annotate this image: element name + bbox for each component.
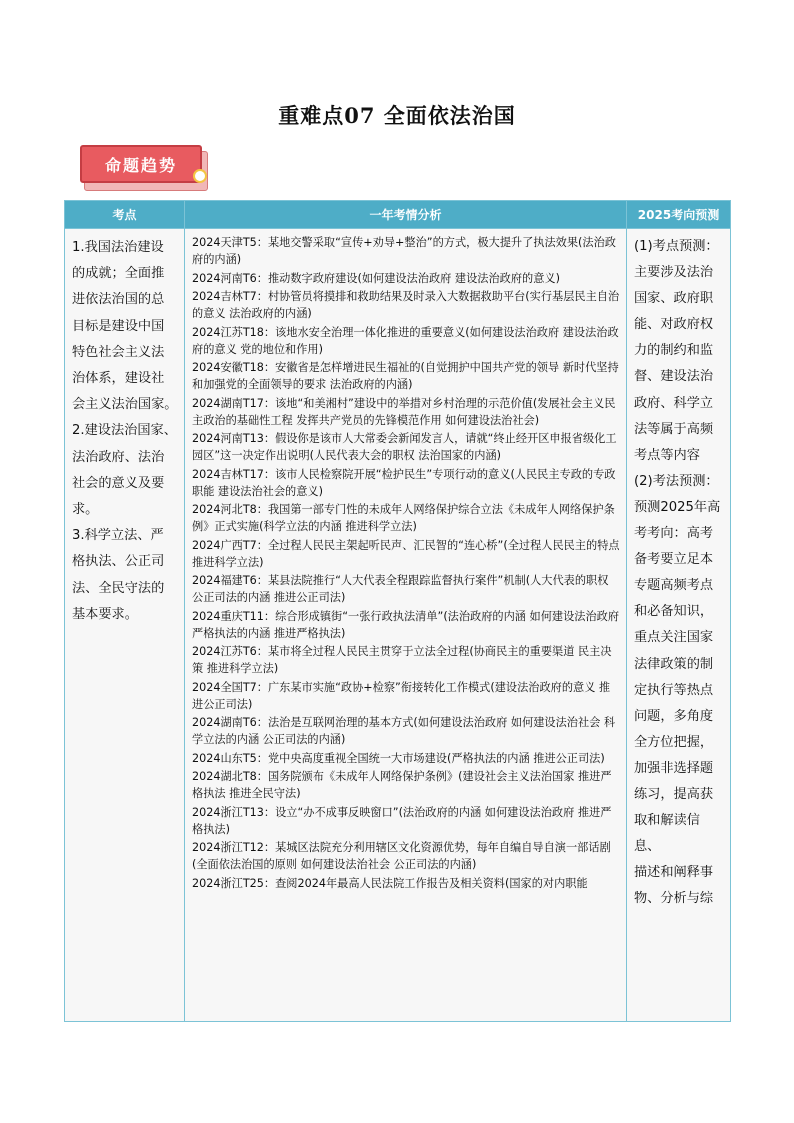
analysis-entry: 2024浙江T13：设立“办不成事反映窗口”(法治政府的内涵 如何建设法治政府 推进严格执法) bbox=[192, 805, 612, 836]
analysis-entry: 2024湖南T17：该地“和美湘村”建设中的举措对乡村治理的示范价值(发展社会主义民主政治的基础性工程 发挥共产党员的先锋模范作用 如何建设法治社会) bbox=[192, 396, 616, 427]
analysis-entry: 2024河北T8：我国第一部专门性的未成年人网络保护综合立法《未成年人网络保护条例》正式实施(科学立法的内涵 推进科学立法) bbox=[192, 503, 615, 533]
badge-box bbox=[80, 145, 202, 183]
analysis-entry: 2024湖南T6：法治是互联网治理的基本方式(如何建设法治政府 如何建设法治社会 科学立法的内涵 公正司法的内涵) bbox=[192, 716, 616, 746]
point-line: 特色社会主义法 bbox=[72, 344, 165, 360]
forecast-line: 力的制约和监 bbox=[634, 343, 714, 359]
point-line: 法治政府、法治 bbox=[72, 449, 165, 465]
point-line: 治体系，建设社 bbox=[72, 371, 165, 387]
point-line: 目标是建设中国 bbox=[72, 318, 165, 334]
forecast-line: 定执行等热点 bbox=[634, 682, 714, 698]
point-line: 法、全民守法的 bbox=[72, 580, 165, 596]
point-line: 求。 bbox=[72, 502, 99, 518]
forecast-line: 法律政策的制 bbox=[634, 656, 714, 672]
forecast-line: 预测2025年高 bbox=[634, 499, 721, 515]
forecast-cell bbox=[627, 229, 731, 1022]
analysis-entry: 2024浙江T12：某城区法院充分利用辖区文化资源优势，每年自编自导自演一部话剧(全面依法治国的原则 如何建设法治社会 公正司法的内涵) bbox=[192, 841, 611, 871]
analysis-entry: 2024重庆T11：综合形成镇街“一张行政执法清单”(法治政府的内涵 如何建设法治政府 严格执法的内涵 推进严格执法) bbox=[192, 609, 620, 640]
analysis-entry: 2024天津T5：某地交警采取“宣传+劝导+整治”的方式，极大提升了执法效果(法治政府的内涵) bbox=[192, 236, 616, 266]
forecast-line: 全方位把握， bbox=[634, 734, 714, 750]
forecast-line: 考考向：高考 bbox=[634, 526, 714, 542]
forecast-line: 督、建设法治 bbox=[634, 369, 714, 385]
forecast-line: 重点关注国家 bbox=[634, 630, 714, 646]
point-line: 会主义法治国家。 bbox=[72, 397, 178, 413]
table-header-row bbox=[65, 201, 731, 229]
badge-ring-icon bbox=[193, 169, 207, 183]
analysis-entry: 2024浙江T25：查阅2024年最高人民法院工作报告及相关资料(国家的对内职能 bbox=[192, 876, 588, 890]
point-line: 1.我国法治建设 bbox=[72, 240, 164, 255]
section-badge bbox=[80, 145, 212, 193]
forecast-line: 法等属于高频 bbox=[634, 421, 714, 437]
analysis-entry: 2024江苏T6：某市将全过程人民民主贯穿于立法全过程(协商民主的重要渠道 民主决策 推进科学立法) bbox=[192, 645, 612, 675]
forecast-line: 能、对政府权 bbox=[634, 317, 714, 333]
point-line: 社会的意义及要 bbox=[72, 475, 165, 491]
forecast-line: 物、分析与综 bbox=[634, 891, 714, 907]
table-row bbox=[65, 229, 731, 1022]
points-cell bbox=[65, 229, 185, 1022]
forecast-line: 问题，多角度 bbox=[634, 708, 714, 724]
analysis-entry: 2024吉林T7：村协管员将摸排和救助结果及时录入大数据救助平台(实行基层民主自治的意义 法治政府的内涵) bbox=[192, 290, 620, 320]
forecast-line: 政府、科学立 bbox=[634, 395, 714, 411]
analysis-entry: 2024全国T7：广东某市实施“政协+检察”衔接转化工作模式(建设法治政府的意义 推进公正司法) bbox=[192, 680, 611, 711]
analysis-cell bbox=[185, 229, 627, 1022]
analysis-entry: 2024山东T5：党中央高度重视全国统一大市场建设(严格执法的内涵 推进公正司法) bbox=[192, 751, 605, 765]
point-line: 的成就；全面推 bbox=[72, 266, 165, 282]
analysis-entry: 2024河南T13：假设你是该市人大常委会新闻发言人，请就“终止经开区申报省级化工园区”这一决定作出说明(人民代表大会的职权 法治国家的内涵) bbox=[192, 432, 617, 462]
forecast-line: 考点等内容 bbox=[634, 447, 700, 463]
analysis-entry: 2024福建T6：某县法院推行“人大代表全程跟踪监督执行案件”机制(人大代表的职权 公正司法的内涵 推进公正司法) bbox=[192, 574, 609, 604]
badge-label: 命题趋势 bbox=[104, 155, 177, 175]
header-analysis: 一年考情分析 bbox=[185, 201, 627, 229]
point-line: 基本要求。 bbox=[72, 606, 138, 622]
forecast-line: 练习，提高获 bbox=[634, 786, 714, 802]
trend-table bbox=[64, 200, 731, 1022]
analysis-entry: 2024安徽T18：安徽省是怎样增进民生福祉的(自觉拥护中国共产党的领导 新时代坚持和加强党的全面领导的要求 法治政府的内涵) bbox=[192, 361, 619, 391]
point-line: 3.科学立法、严 bbox=[72, 528, 164, 544]
forecast-line: 专题高频考点 bbox=[634, 578, 714, 594]
header-forecast: 2025考向预测 bbox=[627, 201, 731, 229]
point-line: 2.建设法治国家、 bbox=[72, 423, 177, 439]
forecast-line: (1)考点预测： bbox=[634, 239, 719, 254]
point-line: 进依法治国的总 bbox=[72, 292, 165, 308]
header-points: 考点 bbox=[65, 201, 185, 229]
forecast-line: 取和解读信息、 bbox=[634, 813, 700, 855]
forecast-line: 国家、政府职 bbox=[634, 291, 714, 307]
forecast-line: 描述和阐释事 bbox=[634, 865, 714, 881]
forecast-line: (2)考法预测： bbox=[634, 473, 719, 489]
forecast-line: 和必备知识， bbox=[634, 604, 714, 620]
forecast-line: 主要涉及法治 bbox=[634, 265, 714, 281]
analysis-entry: 2024河南T6：推动数字政府建设(如何建设法治政府 建设法治政府的意义) bbox=[192, 271, 560, 285]
forecast-line: 备考要立足本 bbox=[634, 552, 714, 568]
forecast-line: 加强非选择题 bbox=[634, 760, 714, 776]
analysis-entry: 2024吉林T17：该市人民检察院开展“检护民生”专项行动的意义(人民民主专政的专政职能 建设法治社会的意义) bbox=[192, 467, 616, 498]
analysis-entry: 2024广西T7：全过程人民民主架起听民声、汇民智的“连心桥”(全过程人民民主的特点 推进科学立法) bbox=[192, 538, 620, 569]
analysis-entry: 2024湖北T8：国务院颁布《未成年人网络保护条例》(建设社会主义法治国家 推进严格执法 推进全民守法) bbox=[192, 770, 612, 800]
point-line: 格执法、公正司 bbox=[72, 554, 165, 570]
analysis-entry: 2024江苏T18：该地水安全治理一体化推进的重要意义(如何建设法治政府 建设法治政府的意义 党的地位和作用) bbox=[192, 325, 619, 356]
page-title: 重难点07 全面依法治国 bbox=[278, 103, 516, 128]
